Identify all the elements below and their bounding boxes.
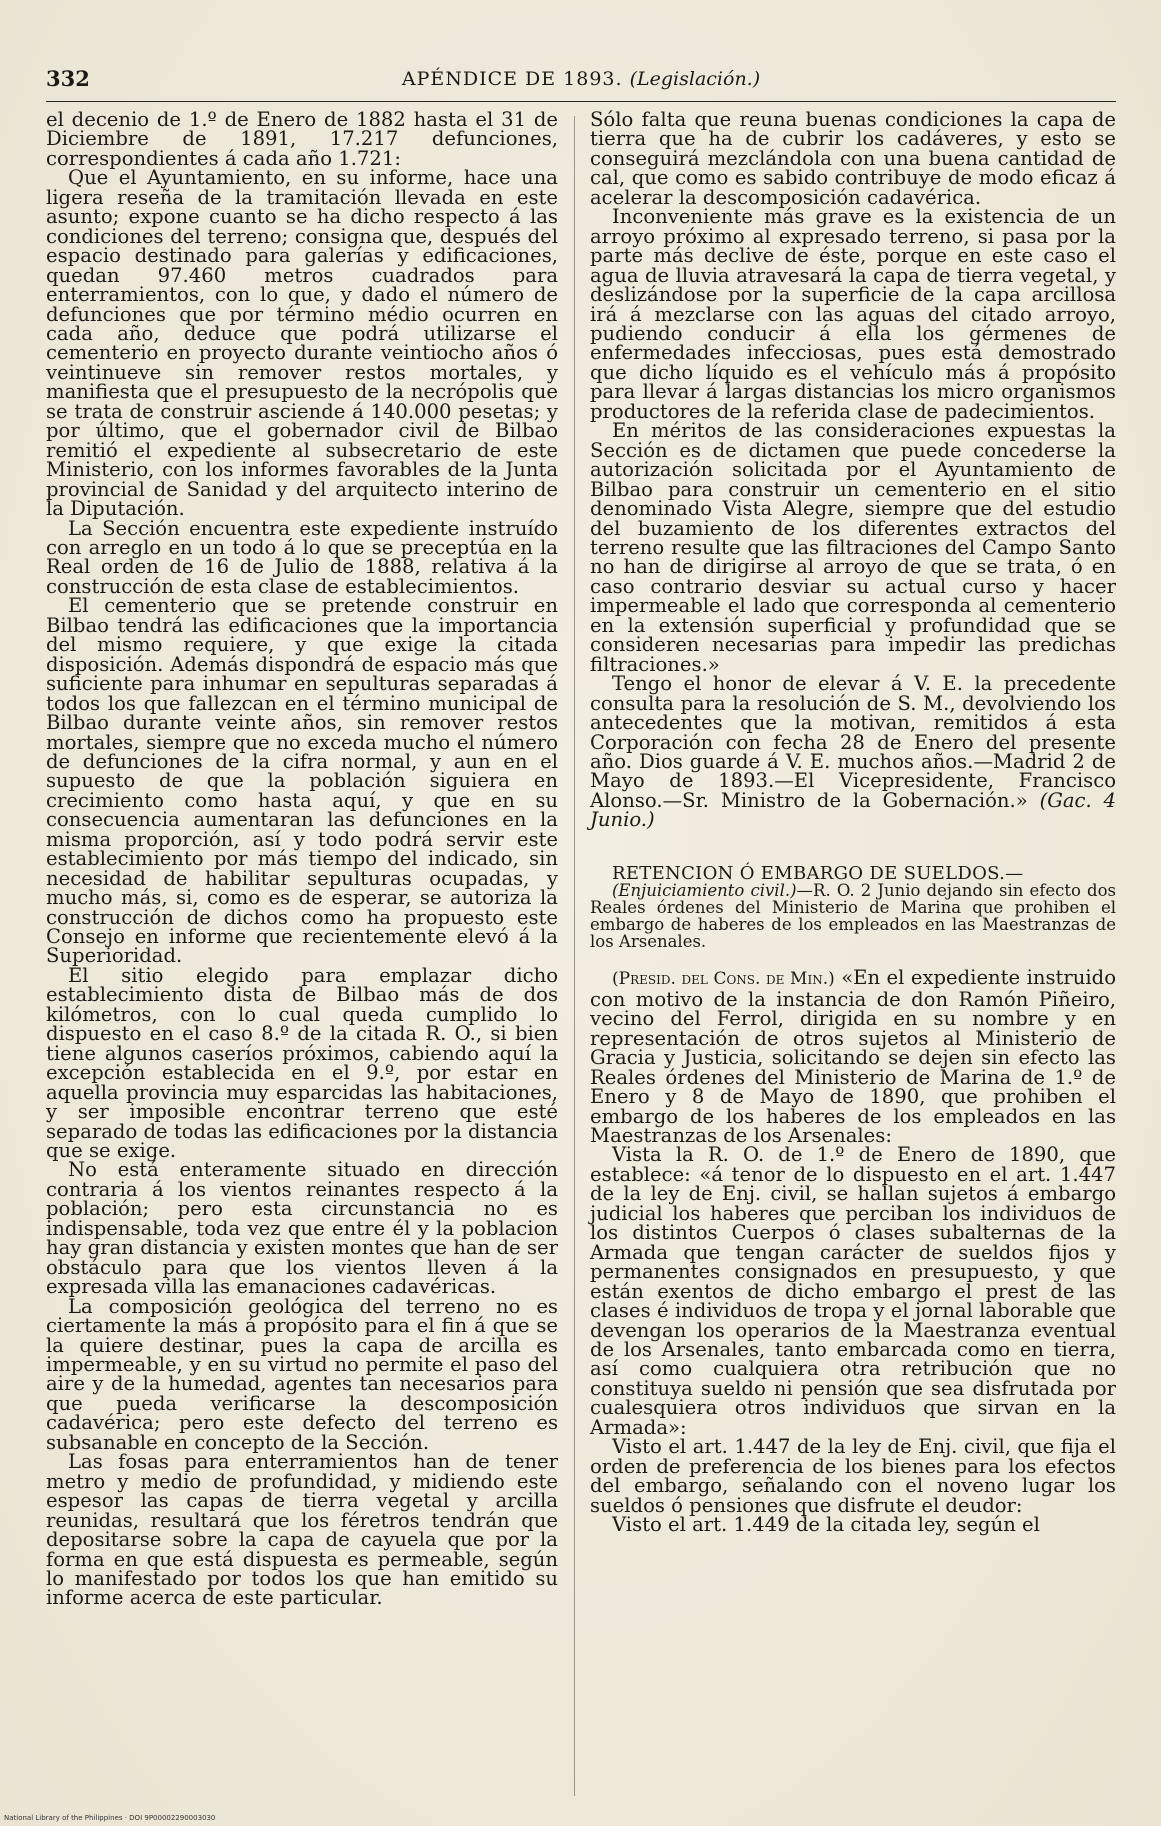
paragraph: Sólo falta que reuna buenas condiciones la capa de tierra que ha de cubrir los cadáveres, y esto se conseguirá mezclándola con una buena cantidad de cal, que como es sabido contribuye de modo eficaz á acelerar la descomposición cadavérica. (590, 108, 1116, 209)
paragraph-text: «En el expediente instruido con motivo de la instancia de don Ramón Piñeiro, vecino del Ferrol, dirigida en su nombre y en representación de otros sujetos al Ministerio de Gracia y Justicia, solicitando se dejen sin efecto las Reales órdenes del Ministerio de Marina de 1.º de Enero y 8 de Mayo de 1890, que prohiben el embargo de los haberes de los empleados en las Maestranzas de los Arsenales: (590, 966, 1116, 1148)
paragraph: El sitio elegido para emplazar dicho establecimiento dista de Bilbao más de dos kilómetros, con lo cual queda cumplido lo dispuesto en el caso 8.º de la citada R. O., si bien tiene algunos caseríos próximos, cabiendo aquí la excepción establecida en el 9.º, por estar en aquella provincia muy esparcidas las habitaciones, y ser imposible encontrar terreno que esté separado de todas las edificaciones por la distancia que se exige. (46, 963, 559, 1163)
paragraph: En méritos de las consideraciones expuestas la Sección es de dictamen que puede concederse la autorización solicitada por el Ayuntamiento de Bilbao para construir un cementerio en el sitio denominado Vista Alegre, siempre que del estudio del buzamiento de los diferentes extractos del terreno resulte que las filtraciones del Campo Santo no han de dirigirse al arroyo de que se trata, ó en caso contrario desviar su actual curso y hacer impermeable el lado que corresponda al cementerio en la extensión superficial y profundidad que se consideren necesarias para impedir las predichas filtraciones.» (590, 419, 1116, 676)
paragraph (590, 674, 1116, 830)
paragraph: Que el Ayuntamiento, en su informe, hace una ligera reseña de la tramitación llevada en este asunto; expone cuanto se ha dicho respecto á las condiciones del terreno; consigna que, después del espacio destinado para galerías y edificaciones, quedan 97.460 metros cuadrados para enterramientos, con lo que, y dado el número de defunciones que por término médio ocurren en cada año, deduce que podrá utilizarse el cementerio en proyecto durante veintiocho años ó veintinueve sin remover restos mortales, y manifiesta que el presupuesto de la necrópolis que se trata de construir asciende á 140.000 pesetas; y por último, que el gobernador civil de Bilbao remitió el expediente al subsecretario de este Ministerio, con los informes favorables de la Junta provincial de Sanidad y del arquitecto interino de la Diputación. (46, 166, 558, 521)
gazette-citation: (Gac. 4 Junio.) (590, 788, 1117, 832)
section-heading: RETENCION Ó EMBARGO DE SUELDOS.— (612, 862, 1024, 884)
paragraph: Vista la R. O. de 1.º de Enero de 1890, que establece: «á tenor de lo dispuesto en el art. 1.447 de la ley de Enj. civil, se hallan sujetos á embargo judicial los haberes que perciban los individuos de los distintos Cuerpos ó clases subalternas de la Armada que tengan carácter de sueldos fijos y permanentes consignados en presupuesto, y que están exentos de dicho embargo el prest de las clases é individuos de tropa y el jornal laborable que devengan los operarios de la Maestranza eventual de los Arsenales, tanto embarcada como en tierra, así como cualquiera otra retribución que no constituya sueldo ni pensión que sea disfrutada por cualesquiera otros individuos que sirvan en la Armada»: (590, 1143, 1116, 1439)
page-header (46, 66, 1116, 98)
paragraph: La composición geológica del terreno no es ciertamente la más á propósito para el fin á que se la quiere destinar, pues la capa de arcilla es impermeable, y en su virtud no permite el paso del aire y de la humedad, agentes tan necesarios para que pueda verificarse la descomposición cadavérica; pero este defecto del terreno es subsanable en concepto de la Sección. (46, 1294, 558, 1454)
running-head (46, 68, 1116, 90)
paragraph: Inconveniente más grave es la existencia de un arroyo próximo al expresado terreno, si pasa por la parte más declive de éste, porque en este caso el agua de lluvia atravesará la capa de tierra vegetal, y deslizándose por la superficie de la capa arcillosa irá á mezclarse con las aguas del citado arroyo, pudiendo conducir á ella los gérmenes de enfermedades infecciosas, pues está demostrado que dicho líquido es el vehículo más á propósito para llevar á largas distancias los micro organismos productores de la referida clase de padecimientos. (590, 205, 1116, 423)
column-divider (574, 116, 575, 1796)
paragraph: Visto el art. 1.449 de la citada ley, según el (612, 1513, 1040, 1537)
paragraph: el decenio de 1.º de Enero de 1882 hasta el 31 de Diciembre de 1891, 17.217 defunciones, correspondientes á cada año 1.721: (46, 108, 558, 170)
paragraph: No está enteramente situado en dirección contraria á los vientos reinantes respecto á la población; pero esta circunstancia no es indispensable, toda vez que entre él y la poblacion hay gran distancia y existen montes que han de ser obstáculo para que los vientos lleven á la expresada villa las emanaciones cadavéricas. (46, 1158, 558, 1299)
running-head-italic: (Legislación.) (629, 68, 761, 90)
paragraph-text: Tengo el honor de elevar á V. E. la precedente consulta para la resolución de S. M., devolviendo los antecedentes que la motivan, remitidos á esta Corporación con fecha 28 de Enero del presente año. Dios guarde á V. E. muchos años.—Madrid 2 de Mayo de 1893.—El Vicepresidente, Francisco Alonso.—Sr. Ministro de la Gobernación.» (590, 672, 1116, 812)
paragraph: El cementerio que se pretende construir en Bilbao tendrá las edificaciones que la importancia del mismo requiere, y que exige la citada disposición. Además dispondrá de espacio más que suficiente para inhumar en sepulturas separadas á todos los que fallezcan en el término municipal de Bilbao durante veinte años, sin remover restos mortales, siempre que no exceda mucho el número de defunciones de la cifra normal, y aun en el supuesto de que la población siguiera en crecimiento como hasta aquí, y que en su consecuencia aumentaran las defunciones en la misma proporción, así y todo podrá servir este establecimiento por más tiempo del indicado, sin necesidad de habilitar sepulturas ocupadas, y mucho más, si, como es de esperar, se autoriza la construcción de dichos como ha propuesto este Consejo en informe que recientemente elevó á la Superioridad. (46, 594, 558, 968)
paragraph: Las fosas para enterramientos han de tener metro y medio de profundidad, y midiendo este espesor las capas de tierra vegetal y arcilla reunidas, resultará que los féretros tendrán que depositarse sobre la capa de cayuela que por la forma en que está dispuesta es permeable, según lo manifestado por todos los que han emitido su informe acerca de este particular. (46, 1450, 558, 1610)
issuer-abbrev: (Presid. del Cons. de Min.) (612, 969, 835, 990)
section-summary (590, 883, 1116, 950)
section-summary-italic: (Enjuiciamiento civil.) (612, 881, 797, 901)
paragraph: Visto el art. 1.447 de la ley de Enj. civil, que fija el orden de preferencia de los bienes para los efectos del embargo, señalando con el noveno lugar los sueldos ó pensiones que disfrute el deudor: (590, 1435, 1116, 1517)
paragraph: La Sección encuentra este expediente instruído con arreglo en un todo á lo que se preceptúa en la Real orden de 16 de Julio de 1888, relativa á la construcción de esta clase de establecimientos. (46, 516, 558, 598)
left-column (46, 110, 558, 1608)
right-column (590, 110, 1116, 1535)
header-rule (46, 101, 1116, 102)
page-number: 332 (46, 66, 90, 91)
running-head-text: APÉNDICE DE 1893. (401, 68, 623, 90)
scan-credit: National Library of the Philippines · DOI 9P00002290003030 (4, 1814, 216, 1822)
section-summary-text: —R. O. 2 Junio dejando sin efecto dos Reales órdenes del Ministerio de Marina que prohiben el embargo de haberes de los empleados en las Maestranzas de los Arsenales. (590, 881, 1116, 951)
paragraph (590, 966, 1116, 1148)
